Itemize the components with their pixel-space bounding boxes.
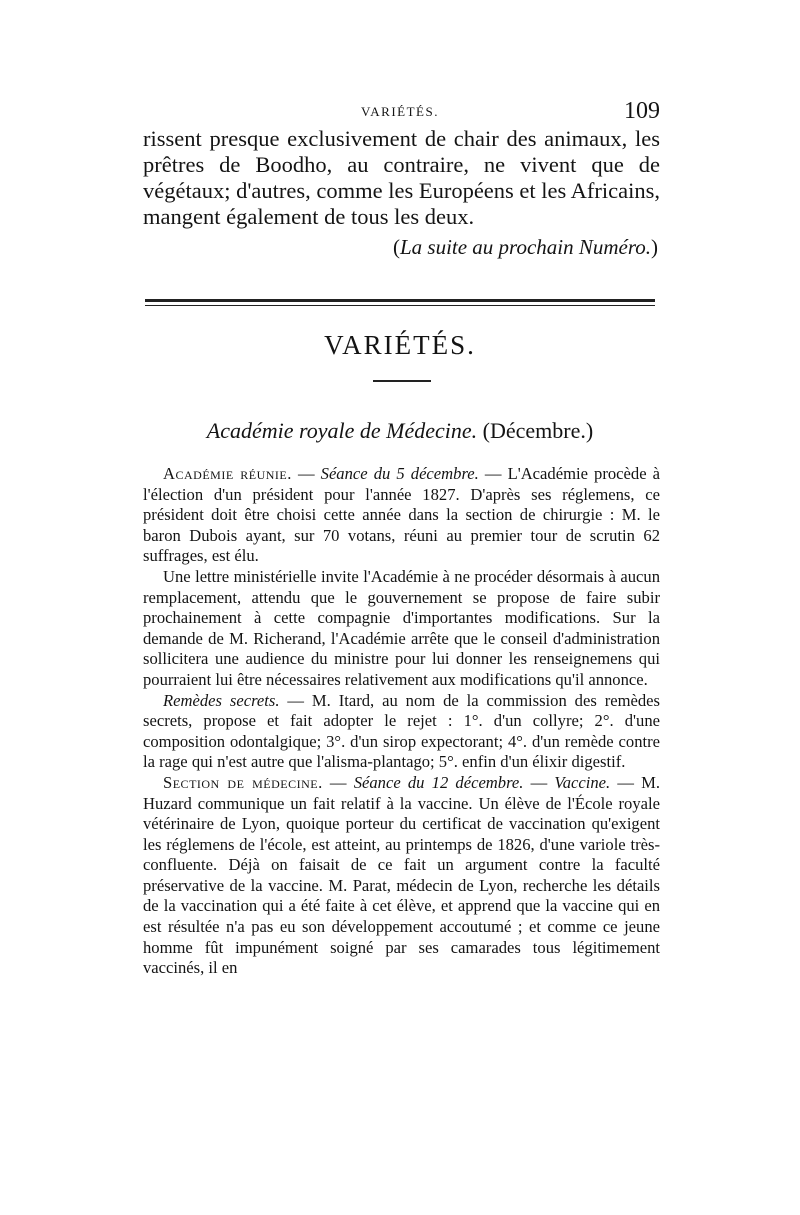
paragraph-text: — M. Huzard communique un fait relatif à la vaccine. Un élève de l'École royale vétérinaire de Lyon, quoique porteur du certificat de vaccination qu'exigent les réglemens de l'école, est atteint, au printemps de 1826, d'une variole très-confluente. Déjà on faisait de ce fait un argument contre la faculté préservative de la vaccine. M. Parat, médecin de Lyon, recherche les détails de la vaccination qui a été faite à cet élève, et apprend que la vaccine qui en est résultée n'a pas eu son développement accoutumé ; et comme ce jeune homme fût impunément soigné par ses camarades tous légitimement vaccinés, il en xyxy=(143,772,661,978)
topic: Vaccine. xyxy=(554,772,611,792)
note-close-paren: ) xyxy=(651,235,658,259)
page-number: 109 xyxy=(624,98,660,124)
section-heading: VARIÉTÉS. xyxy=(324,330,476,360)
session-date: Séance du 5 décembre. xyxy=(320,464,479,483)
article-body xyxy=(143,464,660,979)
running-title: VARIÉTÉS. xyxy=(361,104,439,119)
paragraph-text: — L'Académie procède à l'élection d'un président pour l'année 1827. D'après ses réglemens, ce président doit être choisi cette année dans la section de chirurgie : M. le baron Dubois ayant, sur 70 votans, réuni au premier tour de scrutin 62 suffrages, est élu. xyxy=(143,464,661,566)
note-text: La suite au prochain Numéro. xyxy=(399,235,651,259)
paragraph-vaccine xyxy=(143,773,660,979)
paragraph-ministerial-letter: Une lettre ministérielle invite l'Académie à ne procéder désormais à aucun remplacement, attendu que le gouvernement se propose de faire subir prochainement à cette compagnie d'importantes modifications. Sur la demande de M. Richerand, l'Académie arrête que le conseil d'administration sollicitera une audience du ministre pour lui donner les renseignemens qui pourraient lui être nécessaires relativement aux modifications qu'il annonce. xyxy=(143,566,660,689)
continued-paragraph: rissent presque exclusivement de chair des animaux, les prêtres de Boodho, au contraire, ne vivent que de végétaux; d'autres, comme les Européens et les Africains, mangent également de tous les deux. xyxy=(143,126,661,229)
sub-heading xyxy=(145,418,655,444)
running-head xyxy=(140,98,660,124)
separator: — xyxy=(523,772,555,792)
session-date: Séance du 12 décembre. xyxy=(353,772,524,792)
section-divider-thick xyxy=(145,299,655,302)
paragraph-election xyxy=(143,464,660,567)
paragraph-text: — M. Itard, au nom de la commission des remèdes secrets, propose et fait adopter le rejet : 1°. d'un collyre; 2°. d'une composition odontalgique; 3°. d'un sirop expectorant; 4°. d'un remède contre la rage qui n'est autre que l'alisma-plantago; 5°. enfin d'un élixir digestif. xyxy=(143,690,660,772)
paragraph-lead: Remèdes secrets. xyxy=(163,690,280,710)
section-divider-thin xyxy=(145,305,655,306)
separator: — xyxy=(291,464,321,483)
to-be-continued-note xyxy=(143,234,658,260)
separator: — xyxy=(322,772,354,792)
paragraph-lead: Section de médecine. xyxy=(163,772,323,792)
sub-heading-date: (Décembre.) xyxy=(482,418,594,443)
note-open-paren: ( xyxy=(392,235,400,259)
paragraph-lead: Académie réunie. xyxy=(163,464,292,483)
continued-article xyxy=(143,126,660,260)
paragraph-secret-remedies xyxy=(143,691,660,773)
heading-ornament-rule xyxy=(373,380,431,382)
sub-heading-title: Académie royale de Médecine. xyxy=(206,418,478,443)
